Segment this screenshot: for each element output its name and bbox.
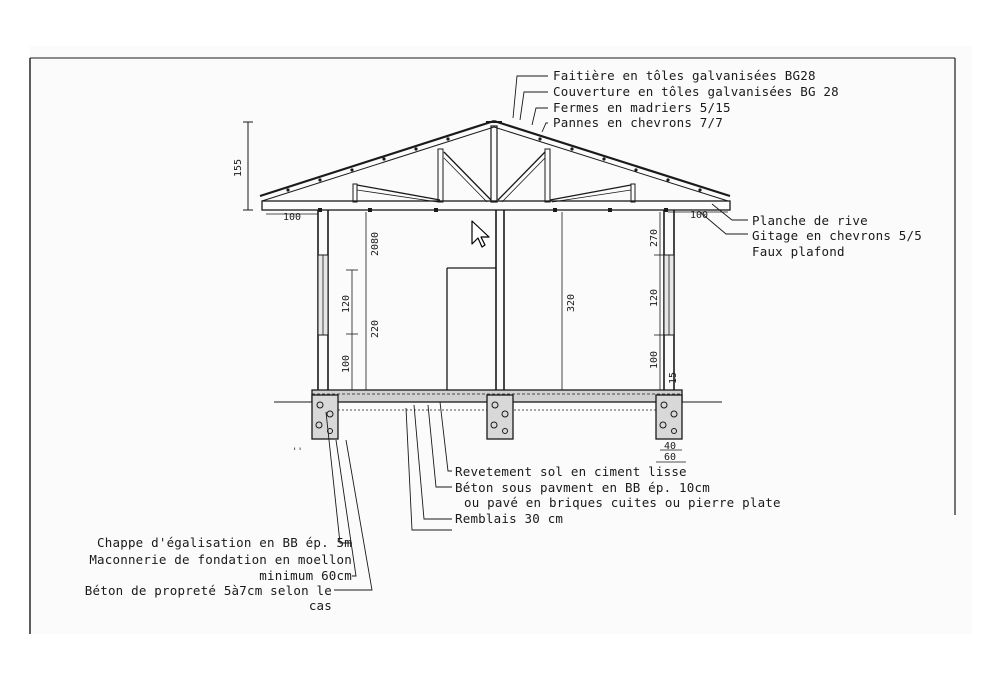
dim-footing-40: 40	[664, 441, 677, 452]
ground-marks: ''	[292, 447, 303, 457]
callout-masonry-min: minimum 60cm	[259, 568, 352, 583]
dim-roof-height: 155	[233, 158, 244, 178]
callout-fascia: Planche de rive	[752, 213, 868, 228]
callout-masonry: Maconnerie de fondation en moellon	[89, 552, 352, 567]
dim-eave-right: 100	[690, 210, 709, 221]
dim-left-wall-height: 2080	[370, 231, 381, 257]
dim-center-height: 320	[566, 293, 577, 313]
dim-right-wall-height: 270	[649, 228, 660, 248]
callout-trusses: Fermes en madriers 5/15	[553, 100, 731, 115]
callout-floor-concrete: Béton sous pavment en BB ép. 10cm	[455, 480, 710, 495]
callout-purlins: Pannes en chevrons 7/7	[553, 115, 723, 130]
callout-false-ceiling: Faux plafond	[752, 244, 845, 259]
callout-blinding-case: cas	[308, 598, 332, 613]
dim-left-sill: 100	[341, 354, 352, 374]
callout-floor-pavers: ou pavé en briques cuites ou pierre plate	[464, 495, 781, 510]
callout-blinding: Béton de propreté 5à7cm selon le	[84, 583, 332, 598]
callout-joists: Gitage en chevrons 5/5	[752, 228, 922, 243]
dim-left-door-height: 220	[370, 319, 381, 339]
callout-floor-finish: Revetement sol en ciment lisse	[455, 464, 687, 479]
dim-footing-60: 60	[664, 452, 677, 463]
callout-screed: Chappe d'égalisation en BB ép. 5m	[97, 535, 352, 550]
dim-left-window: 120	[341, 294, 352, 314]
dim-right-sill: 100	[649, 350, 660, 370]
dim-right-window: 120	[649, 288, 660, 308]
footing-center	[487, 395, 513, 439]
footing-left	[312, 395, 338, 439]
footing-right	[656, 395, 682, 439]
dim-right-bottom: 15	[668, 371, 679, 385]
callout-ridge: Faitière en tôles galvanisées BG28	[553, 68, 816, 83]
dim-eave-left: 100	[283, 212, 302, 223]
callout-fill: Remblais 30 cm	[455, 511, 564, 526]
callout-roofing: Couverture en tôles galvanisées BG 28	[553, 84, 839, 99]
